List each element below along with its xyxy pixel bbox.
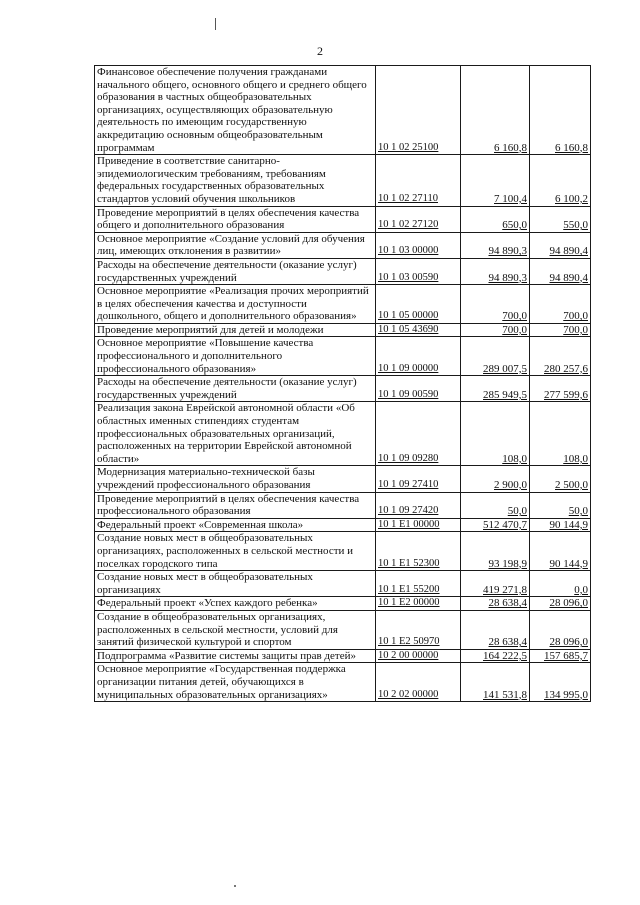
row-name: Создание в общеобразовательных организациях, расположенных в сельской местности, условий для занятий физической культурой и спортом <box>95 610 376 649</box>
row-name: Проведение мероприятий в целях обеспечения качества профессионального образования <box>95 492 376 518</box>
row-code: 10 1 E1 55200 <box>376 571 461 597</box>
row-code: 10 1 09 27410 <box>376 466 461 492</box>
row-value-2: 550,0 <box>530 206 591 232</box>
row-name: Федеральный проект «Современная школа» <box>95 518 376 532</box>
row-name: Финансовое обеспечение получения гражданами начального общего, основного общего и среднего общего образования в частных общеобразовательных организациях, осуществляющих образовательную деятельность по имеющим государственную аккредитацию основным общеобразовательным программам <box>95 66 376 155</box>
scan-dot <box>234 885 236 887</box>
row-name: Расходы на обеспечение деятельности (оказание услуг) государственных учреждений <box>95 258 376 284</box>
row-value-2: 28 096,0 <box>530 610 591 649</box>
table-row <box>95 571 591 597</box>
table-row <box>95 285 591 324</box>
budget-table <box>94 65 591 702</box>
row-value-2: 0,0 <box>530 571 591 597</box>
table-row <box>95 466 591 492</box>
row-name: Реализация закона Еврейской автономной области «Об областных именных стипендиях студентам профессиональных образовательных организаций, расположенных на территории Еврейской автономной области» <box>95 402 376 466</box>
row-code: 10 1 09 00590 <box>376 376 461 402</box>
table-row <box>95 610 591 649</box>
row-value-1: 419 271,8 <box>461 571 530 597</box>
row-value-1: 285 949,5 <box>461 376 530 402</box>
row-value-2: 277 599,6 <box>530 376 591 402</box>
row-name: Проведение мероприятий в целях обеспечения качества общего и дополнительного образования <box>95 206 376 232</box>
row-name: Приведение в соответствие санитарно-эпидемиологическим требованиям, требованиям федеральных государственных образовательных стандартов условий обучения школьников <box>95 155 376 206</box>
table-row <box>95 232 591 258</box>
row-value-2: 6 160,8 <box>530 66 591 155</box>
row-code: 10 1 E2 00000 <box>376 597 461 611</box>
row-value-2: 50,0 <box>530 492 591 518</box>
row-name: Основное мероприятие «Создание условий для обучения лиц, имеющих отклонения в развитии» <box>95 232 376 258</box>
row-code: 10 1 05 43690 <box>376 323 461 337</box>
row-value-2: 700,0 <box>530 323 591 337</box>
table-row <box>95 649 591 663</box>
table-row <box>95 663 591 702</box>
row-value-1: 94 890,3 <box>461 232 530 258</box>
page-number: 2 <box>317 44 323 58</box>
table-row <box>95 492 591 518</box>
table-row <box>95 402 591 466</box>
row-code: 10 1 09 00000 <box>376 337 461 376</box>
row-value-1: 289 007,5 <box>461 337 530 376</box>
row-name: Расходы на обеспечение деятельности (оказание услуг) государственных учреждений <box>95 376 376 402</box>
table-row <box>95 532 591 571</box>
row-code: 10 1 02 27110 <box>376 155 461 206</box>
row-value-1: 700,0 <box>461 285 530 324</box>
row-name: Проведение мероприятий для детей и молодежи <box>95 323 376 337</box>
row-code: 10 1 E2 50970 <box>376 610 461 649</box>
row-name: Модернизация материально-технической базы учреждений профессионального образования <box>95 466 376 492</box>
table-row <box>95 597 591 611</box>
row-value-1: 28 638,4 <box>461 597 530 611</box>
row-value-2: 134 995,0 <box>530 663 591 702</box>
scan-mark <box>215 18 216 30</box>
row-code: 10 1 05 00000 <box>376 285 461 324</box>
table-row <box>95 376 591 402</box>
row-value-1: 94 890,3 <box>461 258 530 284</box>
row-value-1: 2 900,0 <box>461 466 530 492</box>
row-value-2: 94 890,4 <box>530 258 591 284</box>
row-value-2: 700,0 <box>530 285 591 324</box>
row-value-1: 512 470,7 <box>461 518 530 532</box>
row-name: Основное мероприятие «Реализация прочих мероприятий в целях обеспечения качества и доступности дошкольного, общего и дополнительного образования» <box>95 285 376 324</box>
row-code: 10 1 E1 00000 <box>376 518 461 532</box>
row-value-1: 93 198,9 <box>461 532 530 571</box>
row-value-1: 50,0 <box>461 492 530 518</box>
row-name: Создание новых мест в общеобразовательных организациях <box>95 571 376 597</box>
row-value-1: 7 100,4 <box>461 155 530 206</box>
table-row <box>95 155 591 206</box>
row-value-2: 28 096,0 <box>530 597 591 611</box>
row-value-2: 2 500,0 <box>530 466 591 492</box>
row-code: 10 1 02 27120 <box>376 206 461 232</box>
row-value-2: 90 144,9 <box>530 518 591 532</box>
row-code: 10 2 00 00000 <box>376 649 461 663</box>
row-value-2: 157 685,7 <box>530 649 591 663</box>
row-code: 10 1 02 25100 <box>376 66 461 155</box>
row-code: 10 1 09 27420 <box>376 492 461 518</box>
row-value-1: 6 160,8 <box>461 66 530 155</box>
row-name: Основное мероприятие «Повышение качества профессионального и дополнительного профессионального образования» <box>95 337 376 376</box>
table-row <box>95 323 591 337</box>
table-row <box>95 206 591 232</box>
row-name: Подпрограмма «Развитие системы защиты прав детей» <box>95 649 376 663</box>
row-name: Создание новых мест в общеобразовательных организациях, расположенных в сельской местности и поселках городского типа <box>95 532 376 571</box>
row-value-1: 650,0 <box>461 206 530 232</box>
row-value-2: 280 257,6 <box>530 337 591 376</box>
row-value-1: 28 638,4 <box>461 610 530 649</box>
row-name: Федеральный проект «Успех каждого ребенка» <box>95 597 376 611</box>
row-value-2: 90 144,9 <box>530 532 591 571</box>
table-row <box>95 66 591 155</box>
row-code: 10 1 03 00590 <box>376 258 461 284</box>
row-value-1: 700,0 <box>461 323 530 337</box>
row-value-2: 108,0 <box>530 402 591 466</box>
row-value-1: 108,0 <box>461 402 530 466</box>
row-value-1: 164 222,5 <box>461 649 530 663</box>
table-row <box>95 337 591 376</box>
table-row <box>95 258 591 284</box>
row-code: 10 1 09 09280 <box>376 402 461 466</box>
table-row <box>95 518 591 532</box>
row-code: 10 1 E1 52300 <box>376 532 461 571</box>
row-value-1: 141 531,8 <box>461 663 530 702</box>
row-code: 10 2 02 00000 <box>376 663 461 702</box>
row-code: 10 1 03 00000 <box>376 232 461 258</box>
row-value-2: 94 890,4 <box>530 232 591 258</box>
row-name: Основное мероприятие «Государственная поддержка организации питания детей, обучающихся в муниципальных образовательных организациях» <box>95 663 376 702</box>
row-value-2: 6 100,2 <box>530 155 591 206</box>
